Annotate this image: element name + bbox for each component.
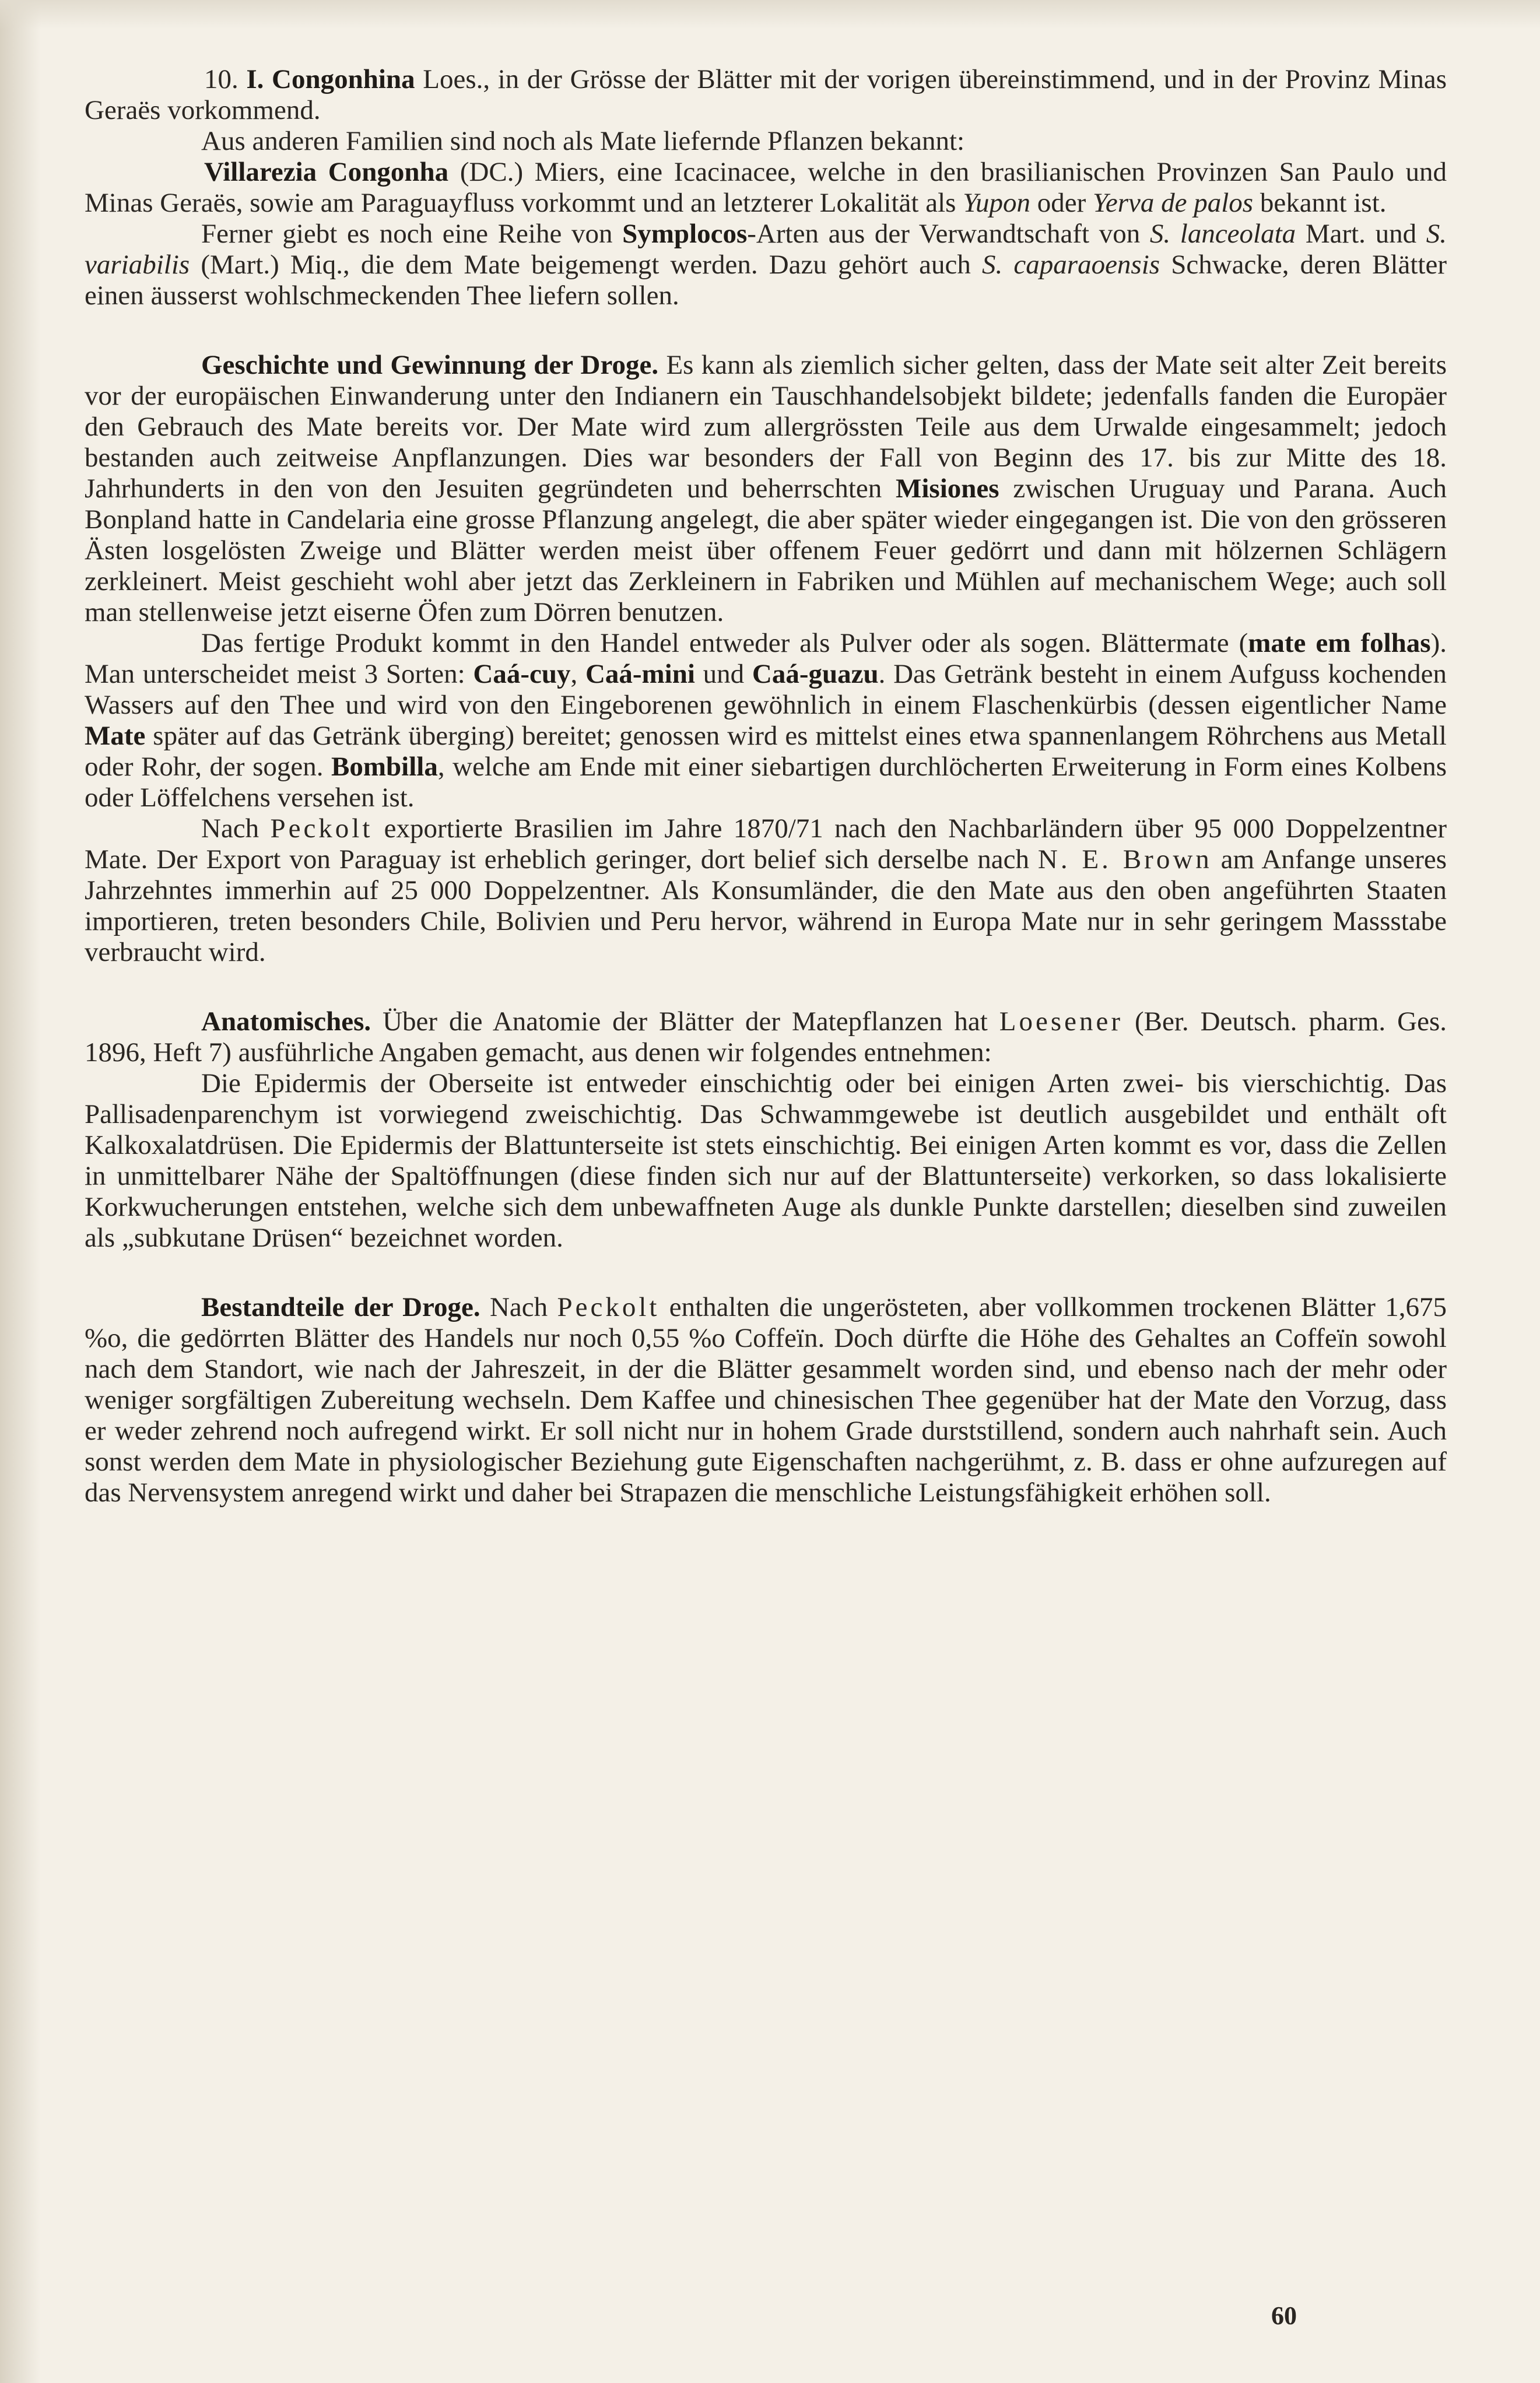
paragraph-other-families bbox=[85, 126, 1447, 157]
paragraph-product bbox=[85, 628, 1447, 813]
bold-term: mate em folhas bbox=[1248, 628, 1431, 658]
paragraph-text: Aus anderen Familien sind noch als Mate liefernde Pflanzen bekannt: bbox=[201, 126, 965, 156]
paragraph-epidermis bbox=[85, 1068, 1447, 1254]
item-number: 10. bbox=[204, 64, 238, 94]
paragraph-text: enthalten die ungerösteten, aber vollkommen trockenen Blätter 1,675 %o, die gedörrten Blätter des Handels nur noch 0,55 %o Coffeïn. Doch dürfte die Höhe des Gehaltes an Coffeïn sowohl nach dem Standort, wie nach der Jahreszeit, in der die Blätter gesammelt worden sind, und ebenso nach der mehr oder weniger sorgfältigen Zubereitung wechseln. Dem Kaffee und chinesischen Thee gegenüber hat der Mate den Vorzug, dass er weder zehrend noch aufregend wirkt. Er soll nicht nur in hohem Grade durststillend, sondern auch nahrhaft sein. Auch sonst werden dem Mate in physiologischer Beziehung gute Eigenschaften nachgerühmt, z. B. dass er ohne aufzuregen auf das Nervensystem anregend wirkt und daher bei Strapazen die menschliche Leistungsfähigkeit erhöhen soll. bbox=[85, 1292, 1447, 1508]
paragraph-export bbox=[85, 813, 1447, 968]
paragraph-text: Schwacke, deren Blätter einen äusserst wohlschmeckenden Thee liefern sollen. bbox=[85, 250, 1447, 311]
paragraph-text: oder bbox=[1030, 188, 1093, 218]
section-heading: Anatomisches. bbox=[201, 1006, 371, 1037]
author-name: Peckolt bbox=[557, 1292, 660, 1322]
paragraph-text: (DC.) Miers, eine Icacinacee, welche in den brasilianischen Provinzen San Paulo und Minas Geraës, sowie am Paraguayfluss vorkommt und an letzterer Lokalität als bbox=[85, 157, 1447, 218]
italic-term: Yerva de palos bbox=[1093, 188, 1254, 218]
paragraph-text: später auf das Getränk überging) bereitet; genossen wird es mittelst eines etwa spannenlangem Röhrchens aus Metall oder Rohr, der sogen. bbox=[85, 721, 1447, 782]
paragraph-text: . Das Getränk besteht in einem Aufguss kochenden Wassers auf den Thee und wird von den Eingeborenen gewöhnlich in einem Flaschenkürbis (dessen eigentlicher Name bbox=[85, 659, 1447, 720]
species-name: I. Congonhina bbox=[246, 64, 415, 94]
author-name: N. E. Brown bbox=[1037, 844, 1212, 875]
paragraph-text: (Mart.) Miq., die dem Mate beigemengt werden. Dazu gehört auch bbox=[190, 250, 983, 280]
paragraph-text: exportierte Brasilien im Jahre 1870/71 nach den Nachbarländern über 95 000 Doppelzentner Mate. Der Export von Paraguay ist erheblich geringer, dort belief sich derselbe nach bbox=[85, 813, 1447, 875]
paragraph-text: ). Man unterscheidet meist 3 Sorten: bbox=[85, 628, 1447, 689]
section-anatomy bbox=[85, 1006, 1447, 1068]
bold-term: Caá-mini bbox=[585, 659, 695, 689]
bold-term: Caá-guazu bbox=[752, 659, 879, 689]
paragraph-text: -Arten aus der Verwandtschaft von bbox=[747, 219, 1150, 249]
section-heading: Bestandteile der Droge. bbox=[201, 1292, 480, 1322]
section-history bbox=[85, 350, 1447, 628]
author-name: Peckolt bbox=[270, 813, 373, 844]
paragraph-text: Mart. und bbox=[1296, 219, 1426, 249]
paragraph-text: Nach bbox=[480, 1292, 557, 1322]
paragraph-text: Über die Anatomie der Blätter der Matepflanzen hat bbox=[371, 1006, 999, 1037]
paragraph-symplocos bbox=[85, 219, 1447, 311]
paragraph-text: und bbox=[694, 659, 752, 689]
paragraph-text: Ferner giebt es noch eine Reihe von bbox=[201, 219, 623, 249]
paragraph-text: , bbox=[570, 659, 585, 689]
paragraph-congonhina bbox=[85, 64, 1447, 126]
paragraph-text: , welche am Ende mit einer siebartigen durchlöcherten Erweiterung in Form eines Kolbens oder Löffelchens versehen ist. bbox=[85, 752, 1447, 813]
section-heading: Geschichte und Gewinnung der Droge. bbox=[201, 350, 659, 380]
paragraph-text: Nach bbox=[201, 813, 271, 844]
page-number: 60 bbox=[1271, 2301, 1297, 2330]
bold-term: Caá-cuy bbox=[473, 659, 571, 689]
paragraph-text: zwischen Uruguay und Parana. Auch Bonpland hatte in Candelaria eine grosse Pflanzung angelegt, die aber später wieder eingegangen ist. Die von den grösseren Ästen losgelösten Zweige und Blätter werden meist über offenem Feuer gedörrt und dann mit hölzernen Schlägern zerkleinert. Meist geschieht wohl aber jetzt das Zerkleinern in Fabriken und Mühlen auf mechanischem Wege; auch soll man stellenweise jetzt eiserne Öfen zum Dörren benutzen. bbox=[85, 473, 1447, 627]
paragraph-text: Loes., in der Grösse der Blätter mit der vorigen übereinstimmend, und in der Provinz Minas Geraës vorkommend. bbox=[85, 64, 1447, 125]
italic-term: Yupon bbox=[963, 188, 1031, 218]
species-name: Villarezia Congonha bbox=[204, 157, 449, 187]
genus-name: Symplocos bbox=[622, 219, 748, 249]
paragraph-text: (Ber. Deutsch. pharm. Ges. 1896, Heft 7) ausführliche Angaben gemacht, aus denen wir folgendes entnehmen: bbox=[85, 1006, 1447, 1068]
bold-term: Misiones bbox=[896, 473, 999, 504]
bold-term: Mate bbox=[85, 721, 146, 751]
paragraph-text: am Anfange unseres Jahrzehntes immerhin auf 25 000 Doppelzentner. Als Konsumländer, die den Mate aus den oben angeführten Staaten importieren, treten besonders Chile, Bolivien und Peru hervor, während in Europa Mate nur in sehr geringem Massstabe verbraucht wird. bbox=[85, 844, 1447, 967]
italic-term: S. variabilis bbox=[85, 219, 1447, 280]
section-constituents bbox=[85, 1292, 1447, 1508]
paragraph-text: bekannt ist. bbox=[1253, 188, 1387, 218]
italic-term: S. caparaoensis bbox=[982, 250, 1160, 280]
paragraph-text: Die Epidermis der Oberseite ist entweder einschichtig oder bei einigen Arten zwei- bis vierschichtig. Das Pallisadenparenchym ist vorwiegend zweischichtig. Das Schwammgewebe ist deutlich ausgebildet und enthält oft Kalkoxalatdrüsen. Die Epidermis der Blattunterseite ist stets einschichtig. Bei einigen Arten kommt es vor, dass die Zellen in unmittelbarer Nähe der Spaltöffnungen (diese finden sich nur auf der Blattunterseite) verkorken, so dass lokalisierte Korkwucherungen entstehen, welche sich dem unbewaffneten Auge als dunkle Punkte darstellen; dieselben sind zuweilen als „subkutane Drüsen“ bezeichnet worden. bbox=[85, 1068, 1447, 1253]
paragraph-text: Das fertige Produkt kommt in den Handel entweder als Pulver oder als sogen. Blättermate ( bbox=[201, 628, 1248, 658]
bold-term: Bombilla bbox=[331, 752, 438, 782]
italic-term: S. lanceolata bbox=[1149, 219, 1296, 249]
author-name: Loesener bbox=[999, 1006, 1123, 1037]
paragraph-text: Es kann als ziemlich sicher gelten, dass der Mate seit alter Zeit bereits vor der europäischen Einwanderung unter den Indianern ein Tauschhandelsobjekt bildete; jedenfalls fanden die Europäer den Gebrauch des Mate bereits vor. Der Mate wird zum allergrössten Teile aus dem Urwalde eingesammelt; jedoch bestanden auch zeitweise Anpflanzungen. Dies war besonders der Fall von Beginn des 17. bis zur Mitte des 18. Jahrhunderts in den von den Jesuiten gegründeten und beherrschten bbox=[85, 350, 1447, 504]
paragraph-villarezia bbox=[85, 157, 1447, 219]
